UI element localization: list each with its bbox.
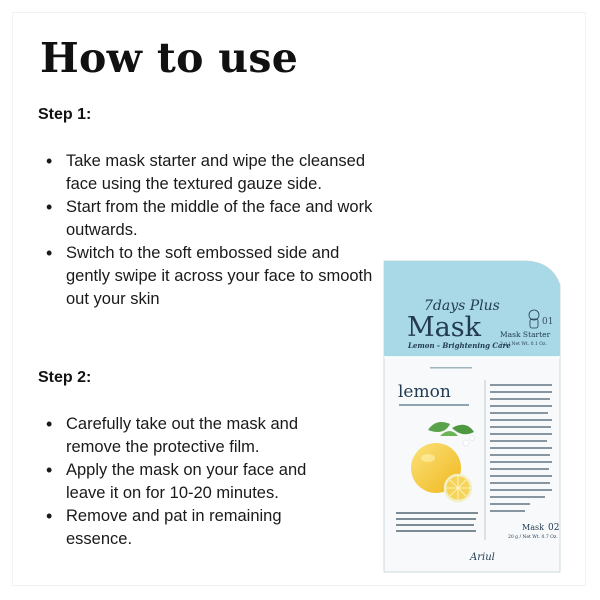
step-2-heading: Step 2: bbox=[38, 369, 92, 386]
flavor-subtext-line bbox=[399, 404, 469, 406]
step-2-item: • Remove and pat in remaining essence. bbox=[38, 505, 348, 551]
step-1-item: • Start from the middle of the face and work outwards. bbox=[38, 196, 383, 242]
page-title: How to use bbox=[40, 34, 299, 82]
step-1-item: • Take mask starter and wipe the cleansed face using the textured gauze side. bbox=[38, 150, 383, 196]
package-small-caption bbox=[430, 367, 472, 369]
starter-label-text: Mask Starter bbox=[500, 330, 551, 339]
starter-weight-text: 3 g / Net Wt. 0.1 Oz. bbox=[500, 342, 547, 347]
step-2-item: • Apply the mask on your face and leave it on for 10-20 minutes. bbox=[38, 459, 348, 505]
brand-logo-text: Ariul bbox=[470, 552, 495, 563]
product-subtitle-text: Lemon - Brightening Care bbox=[408, 341, 511, 350]
mask-label-text: Mask bbox=[522, 523, 544, 532]
product-line-text: 7days Plus bbox=[424, 298, 500, 314]
step-1-heading: Step 1: bbox=[38, 106, 92, 123]
mask-weight-text: 20 g / Net Wt. 0.7 Oz. bbox=[508, 535, 558, 540]
step-one-number: 01 bbox=[542, 317, 554, 327]
step-1-item: • Switch to the soft embossed side and gently swipe it across your face to smooth out your skin bbox=[38, 242, 383, 311]
step-2-item: • Carefully take out the mask and remove the protective film. bbox=[38, 413, 348, 459]
step-two-number: 02 bbox=[548, 523, 560, 533]
product-name-text: Mask bbox=[407, 312, 481, 343]
flavor-text: lemon bbox=[398, 382, 451, 402]
